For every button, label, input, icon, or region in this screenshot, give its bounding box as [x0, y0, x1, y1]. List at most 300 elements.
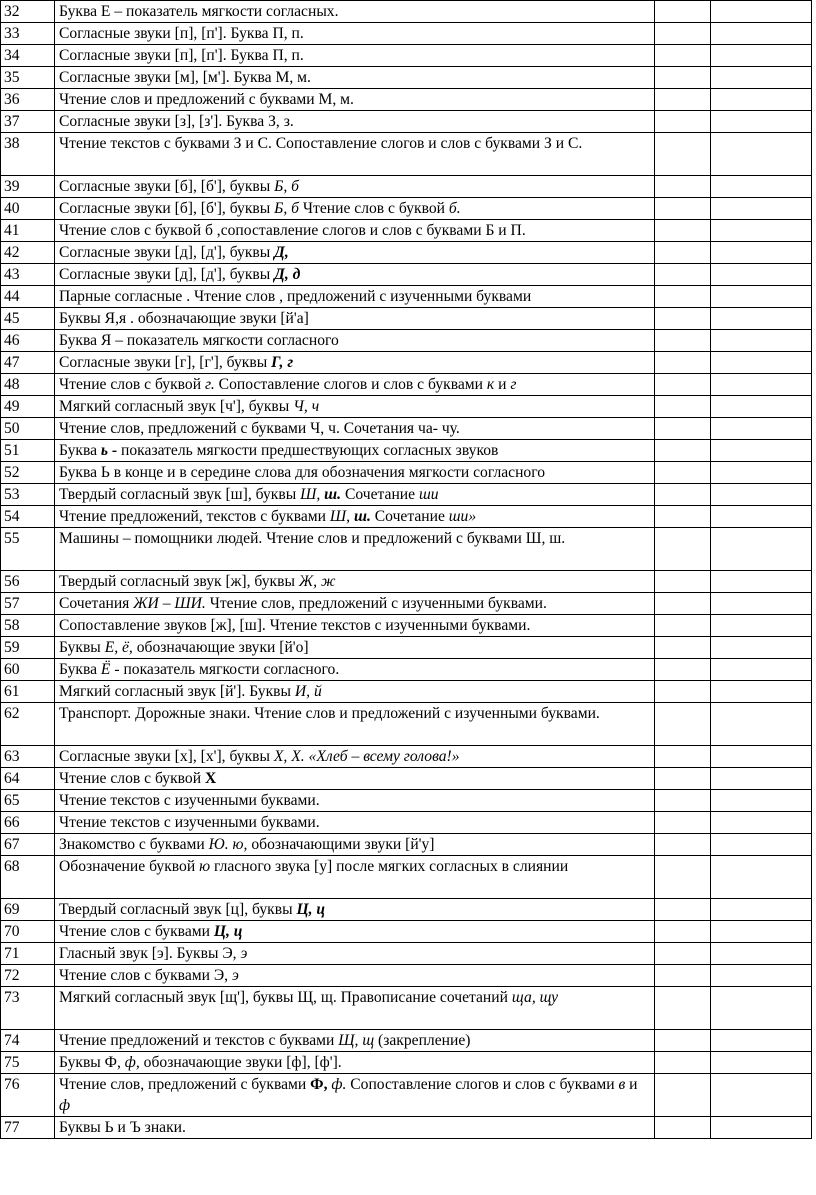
empty-cell [655, 571, 711, 593]
table-row [1, 111, 812, 133]
row-topic [55, 484, 655, 506]
topic-letters-italic: э [231, 967, 239, 984]
topic-letters-italic: э [240, 945, 248, 962]
topic-letters-bold-italic: Г, г [271, 354, 294, 371]
table-row [1, 506, 812, 528]
topic-letters-italic: И, й [294, 683, 322, 700]
topic-text: гласного звука [у] после мягких согласных в слиянии [210, 858, 569, 875]
topic-text: Чтение слов с буквами Э, [59, 967, 232, 984]
empty-cell [655, 637, 711, 659]
empty-cell [711, 462, 812, 484]
row-topic [55, 1074, 655, 1117]
empty-cell [711, 856, 812, 899]
table-row [1, 790, 812, 812]
topic-text: Чтение слов с буквами [59, 923, 214, 940]
empty-cell [711, 987, 812, 1030]
topic-letters-italic: ЖИ – ШИ. [133, 595, 206, 612]
topic-letters-italic: г. [204, 376, 215, 393]
empty-cell [655, 1, 711, 23]
empty-cell [711, 768, 812, 790]
row-number: 38 [1, 133, 55, 176]
empty-cell [711, 834, 812, 856]
row-topic: Согласные звуки [з], [з']. Буква З, з. [55, 111, 655, 133]
table-row [1, 176, 812, 198]
row-number: 60 [1, 659, 55, 681]
table-row [1, 899, 812, 921]
row-number: 71 [1, 943, 55, 965]
empty-cell [655, 615, 711, 637]
empty-cell [711, 659, 812, 681]
row-topic: Чтение текстов с изученными буквами. [55, 812, 655, 834]
empty-cell [655, 593, 711, 615]
empty-cell [711, 67, 812, 89]
topic-letters-bold-italic: Ц, ц [213, 923, 243, 940]
topic-text: Чтение слов с буквой [299, 200, 449, 217]
empty-cell [711, 374, 812, 396]
row-topic [55, 264, 655, 286]
row-topic [55, 593, 655, 615]
topic-text: Чтение слов с буквой [59, 770, 205, 787]
topic-text: Чтение слов, предложений с буквами [59, 1076, 311, 1093]
row-number: 66 [1, 812, 55, 834]
empty-cell [711, 286, 812, 308]
table-row [1, 308, 812, 330]
table-row [1, 1117, 812, 1139]
topic-text: Сопоставление слогов и слов с буквами [346, 1076, 619, 1093]
topic-text: Мягкий согласный звук [щ'], буквы Щ, щ. Правописание сочетаний [59, 989, 512, 1006]
row-number: 65 [1, 790, 55, 812]
empty-cell [655, 965, 711, 987]
row-number: 36 [1, 89, 55, 111]
empty-cell [655, 484, 711, 506]
topic-text: Сочетания [59, 595, 134, 612]
topic-text: Буква [59, 661, 101, 678]
table-row [1, 462, 812, 484]
row-number: 42 [1, 242, 55, 264]
row-topic [55, 1052, 655, 1074]
table-row [1, 1074, 812, 1117]
empty-cell [655, 1052, 711, 1074]
topic-text: обозначающими звуки [й'у] [247, 836, 435, 853]
topic-text: Твердый согласный звук [ж], буквы [59, 573, 299, 590]
row-number: 41 [1, 220, 55, 242]
empty-cell [655, 176, 711, 198]
row-topic: Буква Е – показатель мягкости согласных. [55, 1, 655, 23]
empty-cell [711, 484, 812, 506]
row-topic [55, 856, 655, 899]
empty-cell [711, 812, 812, 834]
topic-letters-italic: Ё - [100, 661, 120, 678]
row-topic [55, 921, 655, 943]
row-topic: Чтение слов, предложений с буквами Ч, ч. Сочетания ча- чу. [55, 418, 655, 440]
table-row [1, 812, 812, 834]
topic-text: Сочетание [341, 486, 419, 503]
row-topic [55, 943, 655, 965]
table-row [1, 352, 812, 374]
table-row [1, 1, 812, 23]
row-number: 34 [1, 45, 55, 67]
table-row [1, 987, 812, 1030]
topic-letters-italic: Щ, щ [338, 1032, 375, 1049]
empty-cell [655, 308, 711, 330]
table-row [1, 921, 812, 943]
table-row [1, 440, 812, 462]
empty-cell [711, 1, 812, 23]
topic-text: Согласные звуки [х], [х'], буквы [59, 748, 274, 765]
empty-cell [655, 396, 711, 418]
empty-cell [655, 856, 711, 899]
empty-cell [711, 506, 812, 528]
topic-letters-bold-italic: ш. [353, 508, 371, 525]
topic-letters-italic: Б, б [274, 200, 300, 217]
empty-cell [711, 242, 812, 264]
topic-text: (закрепление) [374, 1032, 471, 1049]
topic-letters-bold: Ф, [310, 1076, 328, 1093]
row-number: 33 [1, 23, 55, 45]
row-topic [55, 681, 655, 703]
row-topic: Буква Ь в конце и в середине слова для обозначения мягкости согласного [55, 462, 655, 484]
row-topic [55, 746, 655, 768]
empty-cell [711, 615, 812, 637]
row-topic [55, 637, 655, 659]
row-number: 49 [1, 396, 55, 418]
topic-text: Обозначение буквой [59, 858, 200, 875]
row-topic: Машины – помощники людей. Чтение слов и предложений с буквами Ш, ш. [55, 528, 655, 571]
table-row [1, 484, 812, 506]
row-number: 68 [1, 856, 55, 899]
empty-cell [655, 812, 711, 834]
table-row [1, 659, 812, 681]
row-topic [55, 440, 655, 462]
empty-cell [711, 528, 812, 571]
row-topic [55, 659, 655, 681]
empty-cell [711, 264, 812, 286]
row-topic [55, 1030, 655, 1052]
row-topic: Буква Я – показатель мягкости согласного [55, 330, 655, 352]
empty-cell [655, 921, 711, 943]
topic-text: Чтение слов с буквой [59, 376, 205, 393]
empty-cell [655, 987, 711, 1030]
row-topic: Чтение слов и предложений с буквами М, м. [55, 89, 655, 111]
row-number: 61 [1, 681, 55, 703]
topic-text: Гласный звук [э]. Буквы Э, [59, 945, 241, 962]
empty-cell [655, 1074, 711, 1117]
row-number: 53 [1, 484, 55, 506]
row-topic: Буквы Ь и Ъ знаки. [55, 1117, 655, 1139]
topic-letters-italic: Ч, ч [293, 398, 320, 415]
row-number: 72 [1, 965, 55, 987]
topic-letters-italic: ф, [124, 1054, 140, 1071]
row-number: 47 [1, 352, 55, 374]
row-topic [55, 374, 655, 396]
empty-cell [711, 418, 812, 440]
row-topic [55, 242, 655, 264]
row-number: 64 [1, 768, 55, 790]
row-number: 73 [1, 987, 55, 1030]
row-topic: Согласные звуки [п], [п']. Буква П, п. [55, 45, 655, 67]
empty-cell [711, 637, 812, 659]
topic-text: Мягкий согласный звук [ч'], буквы [59, 398, 294, 415]
topic-letters-italic: к [486, 376, 495, 393]
row-number: 70 [1, 921, 55, 943]
table-row [1, 396, 812, 418]
empty-cell [655, 899, 711, 921]
empty-cell [655, 528, 711, 571]
topic-text: Чтение предложений и текстов с буквами [59, 1032, 339, 1049]
topic-text: показатель мягкости предшествующих согласных звуков [117, 442, 499, 459]
topic-text: и [494, 376, 511, 393]
topic-text: Согласные звуки [д], [д'], буквы [59, 266, 275, 283]
table-row [1, 746, 812, 768]
row-number: 75 [1, 1052, 55, 1074]
empty-cell [711, 396, 812, 418]
empty-cell [711, 308, 812, 330]
row-topic [55, 176, 655, 198]
empty-cell [711, 703, 812, 746]
topic-text: Твердый согласный звук [ш], буквы [59, 486, 301, 503]
topic-letters-bold-italic: Д, [274, 244, 289, 261]
empty-cell [711, 45, 812, 67]
empty-cell [655, 703, 711, 746]
empty-cell [655, 462, 711, 484]
row-number: 51 [1, 440, 55, 462]
empty-cell [711, 111, 812, 133]
row-topic: Буквы Я,я . обозначающие звуки [й'а] [55, 308, 655, 330]
empty-cell [655, 1117, 711, 1139]
empty-cell [655, 242, 711, 264]
empty-cell [655, 506, 711, 528]
row-number: 76 [1, 1074, 55, 1117]
row-number: 67 [1, 834, 55, 856]
row-number: 45 [1, 308, 55, 330]
row-number: 54 [1, 506, 55, 528]
topic-text: Твердый согласный звук [ц], буквы [59, 901, 297, 918]
empty-cell [655, 111, 711, 133]
empty-cell [711, 23, 812, 45]
empty-cell [655, 264, 711, 286]
row-number: 39 [1, 176, 55, 198]
empty-cell [711, 198, 812, 220]
table-row [1, 242, 812, 264]
table-row [1, 45, 812, 67]
row-topic: Чтение слов с буквой б ,сопоставление слогов и слов с буквами Б и П. [55, 220, 655, 242]
empty-cell [711, 330, 812, 352]
topic-letters-bold: Х [204, 770, 217, 787]
topic-text: Сопоставление слогов и слов с буквами [214, 376, 487, 393]
row-topic: Согласные звуки [п], [п']. Буква П, п. [55, 23, 655, 45]
empty-cell [655, 681, 711, 703]
topic-letters-italic: ши» [448, 508, 477, 525]
table-row [1, 374, 812, 396]
empty-cell [711, 593, 812, 615]
empty-cell [655, 418, 711, 440]
row-number: 58 [1, 615, 55, 637]
topic-letters-italic: Ш, [329, 508, 354, 525]
row-topic [55, 965, 655, 987]
table-row [1, 23, 812, 45]
row-topic: Сопоставление звуков [ж], [ш]. Чтение текстов с изученными буквами. [55, 615, 655, 637]
topic-letters-italic: г [510, 376, 517, 393]
row-number: 63 [1, 746, 55, 768]
table-row [1, 286, 812, 308]
empty-cell [711, 790, 812, 812]
row-number: 56 [1, 571, 55, 593]
topic-text: Согласные звуки [б], [б'], буквы [59, 178, 275, 195]
empty-cell [655, 440, 711, 462]
table-row [1, 943, 812, 965]
topic-text: и [625, 1076, 638, 1093]
topic-letters-italic: в [618, 1076, 626, 1093]
topic-letters-bold-italic: ш. [324, 486, 342, 503]
empty-cell [655, 198, 711, 220]
table-row [1, 965, 812, 987]
empty-cell [711, 746, 812, 768]
row-number: 50 [1, 418, 55, 440]
empty-cell [711, 440, 812, 462]
row-number: 62 [1, 703, 55, 746]
empty-cell [711, 899, 812, 921]
row-number: 74 [1, 1030, 55, 1052]
topic-text: Знакомство с буквами [59, 836, 209, 853]
empty-cell [655, 352, 711, 374]
row-number: 46 [1, 330, 55, 352]
table-row [1, 418, 812, 440]
topic-text: Буквы [59, 639, 105, 656]
topic-letters-italic: Ю. ю, [208, 836, 248, 853]
topic-text: Согласные звуки [г], [г'], буквы [59, 354, 272, 371]
empty-cell [655, 45, 711, 67]
empty-cell [655, 330, 711, 352]
table-row [1, 133, 812, 176]
table-row [1, 89, 812, 111]
row-number: 69 [1, 899, 55, 921]
topic-text: Буквы Ф, [59, 1054, 125, 1071]
empty-cell [655, 286, 711, 308]
row-topic: Чтение текстов с изученными буквами. [55, 790, 655, 812]
empty-cell [711, 352, 812, 374]
empty-cell [655, 67, 711, 89]
topic-text: обозначающие звуки [ф], [ф']. [139, 1054, 342, 1071]
row-number: 44 [1, 286, 55, 308]
table-row [1, 571, 812, 593]
row-number: 37 [1, 111, 55, 133]
empty-cell [655, 768, 711, 790]
row-topic [55, 506, 655, 528]
row-number: 57 [1, 593, 55, 615]
empty-cell [711, 681, 812, 703]
topic-letters-italic: Х, Х. «Хлеб – всему голова!» [273, 748, 460, 765]
empty-cell [711, 1052, 812, 1074]
row-topic [55, 768, 655, 790]
topic-text: Мягкий согласный звук [й']. Буквы [59, 683, 295, 700]
empty-cell [711, 571, 812, 593]
table-row [1, 703, 812, 746]
table-row [1, 1052, 812, 1074]
table-row [1, 330, 812, 352]
row-topic [55, 899, 655, 921]
empty-cell [711, 1074, 812, 1117]
topic-letters-bold-italic: ь - [100, 442, 118, 459]
table-row [1, 593, 812, 615]
topic-text: Чтение слов, предложений с изученными буквами. [205, 595, 547, 612]
row-topic [55, 352, 655, 374]
empty-cell [711, 133, 812, 176]
topic-text: показатель мягкости согласного. [119, 661, 340, 678]
row-topic: Согласные звуки [м], [м']. Буква М, м. [55, 67, 655, 89]
table-row [1, 67, 812, 89]
topic-letters-italic: ю [199, 858, 211, 875]
row-topic [55, 571, 655, 593]
row-number: 40 [1, 198, 55, 220]
topic-text: Буква [59, 442, 101, 459]
row-topic [55, 198, 655, 220]
empty-cell [655, 23, 711, 45]
topic-letters-italic: ф. [331, 1076, 347, 1093]
table-row [1, 681, 812, 703]
row-number: 32 [1, 1, 55, 23]
table-row [1, 198, 812, 220]
empty-cell [655, 790, 711, 812]
row-number: 77 [1, 1117, 55, 1139]
empty-cell [711, 1030, 812, 1052]
topic-text: Согласные звуки [д], [д'], буквы [59, 244, 275, 261]
row-number: 59 [1, 637, 55, 659]
topic-text: Сочетание [370, 508, 449, 525]
topic-letters-bold-italic: Д, д [274, 266, 301, 283]
empty-cell [655, 834, 711, 856]
topic-letters-bold-italic: Ц, ц [296, 901, 326, 918]
table-row [1, 856, 812, 899]
empty-cell [655, 89, 711, 111]
empty-cell [655, 746, 711, 768]
topic-text: Согласные звуки [б], [б'], буквы [59, 200, 275, 217]
row-number: 43 [1, 264, 55, 286]
empty-cell [711, 220, 812, 242]
table-row [1, 1030, 812, 1052]
topic-letters-italic: Ш, [300, 486, 325, 503]
table-row [1, 220, 812, 242]
row-topic: Чтение текстов с буквами З и С. Сопоставление слогов и слов с буквами З и С. [55, 133, 655, 176]
topic-letters-italic: Ж, ж [298, 573, 336, 590]
row-topic [55, 987, 655, 1030]
table-row [1, 615, 812, 637]
table-row [1, 528, 812, 571]
row-topic: Транспорт. Дорожные знаки. Чтение слов и предложений с изученными буквами. [55, 703, 655, 746]
empty-cell [711, 1117, 812, 1139]
row-topic: Парные согласные . Чтение слов , предложений с изученными буквами [55, 286, 655, 308]
topic-letters-italic: Б, б [274, 178, 300, 195]
empty-cell [711, 176, 812, 198]
topic-letters-italic: Е, ё, [104, 639, 133, 656]
empty-cell [711, 943, 812, 965]
topic-letters-italic: ща, щу [511, 989, 559, 1006]
row-number: 35 [1, 67, 55, 89]
empty-cell [711, 921, 812, 943]
empty-cell [711, 89, 812, 111]
empty-cell [655, 133, 711, 176]
empty-cell [655, 659, 711, 681]
table-row [1, 637, 812, 659]
table-row [1, 768, 812, 790]
row-topic [55, 396, 655, 418]
row-number: 52 [1, 462, 55, 484]
row-number: 48 [1, 374, 55, 396]
empty-cell [655, 1030, 711, 1052]
row-number: 55 [1, 528, 55, 571]
empty-cell [655, 220, 711, 242]
empty-cell [655, 943, 711, 965]
empty-cell [655, 374, 711, 396]
